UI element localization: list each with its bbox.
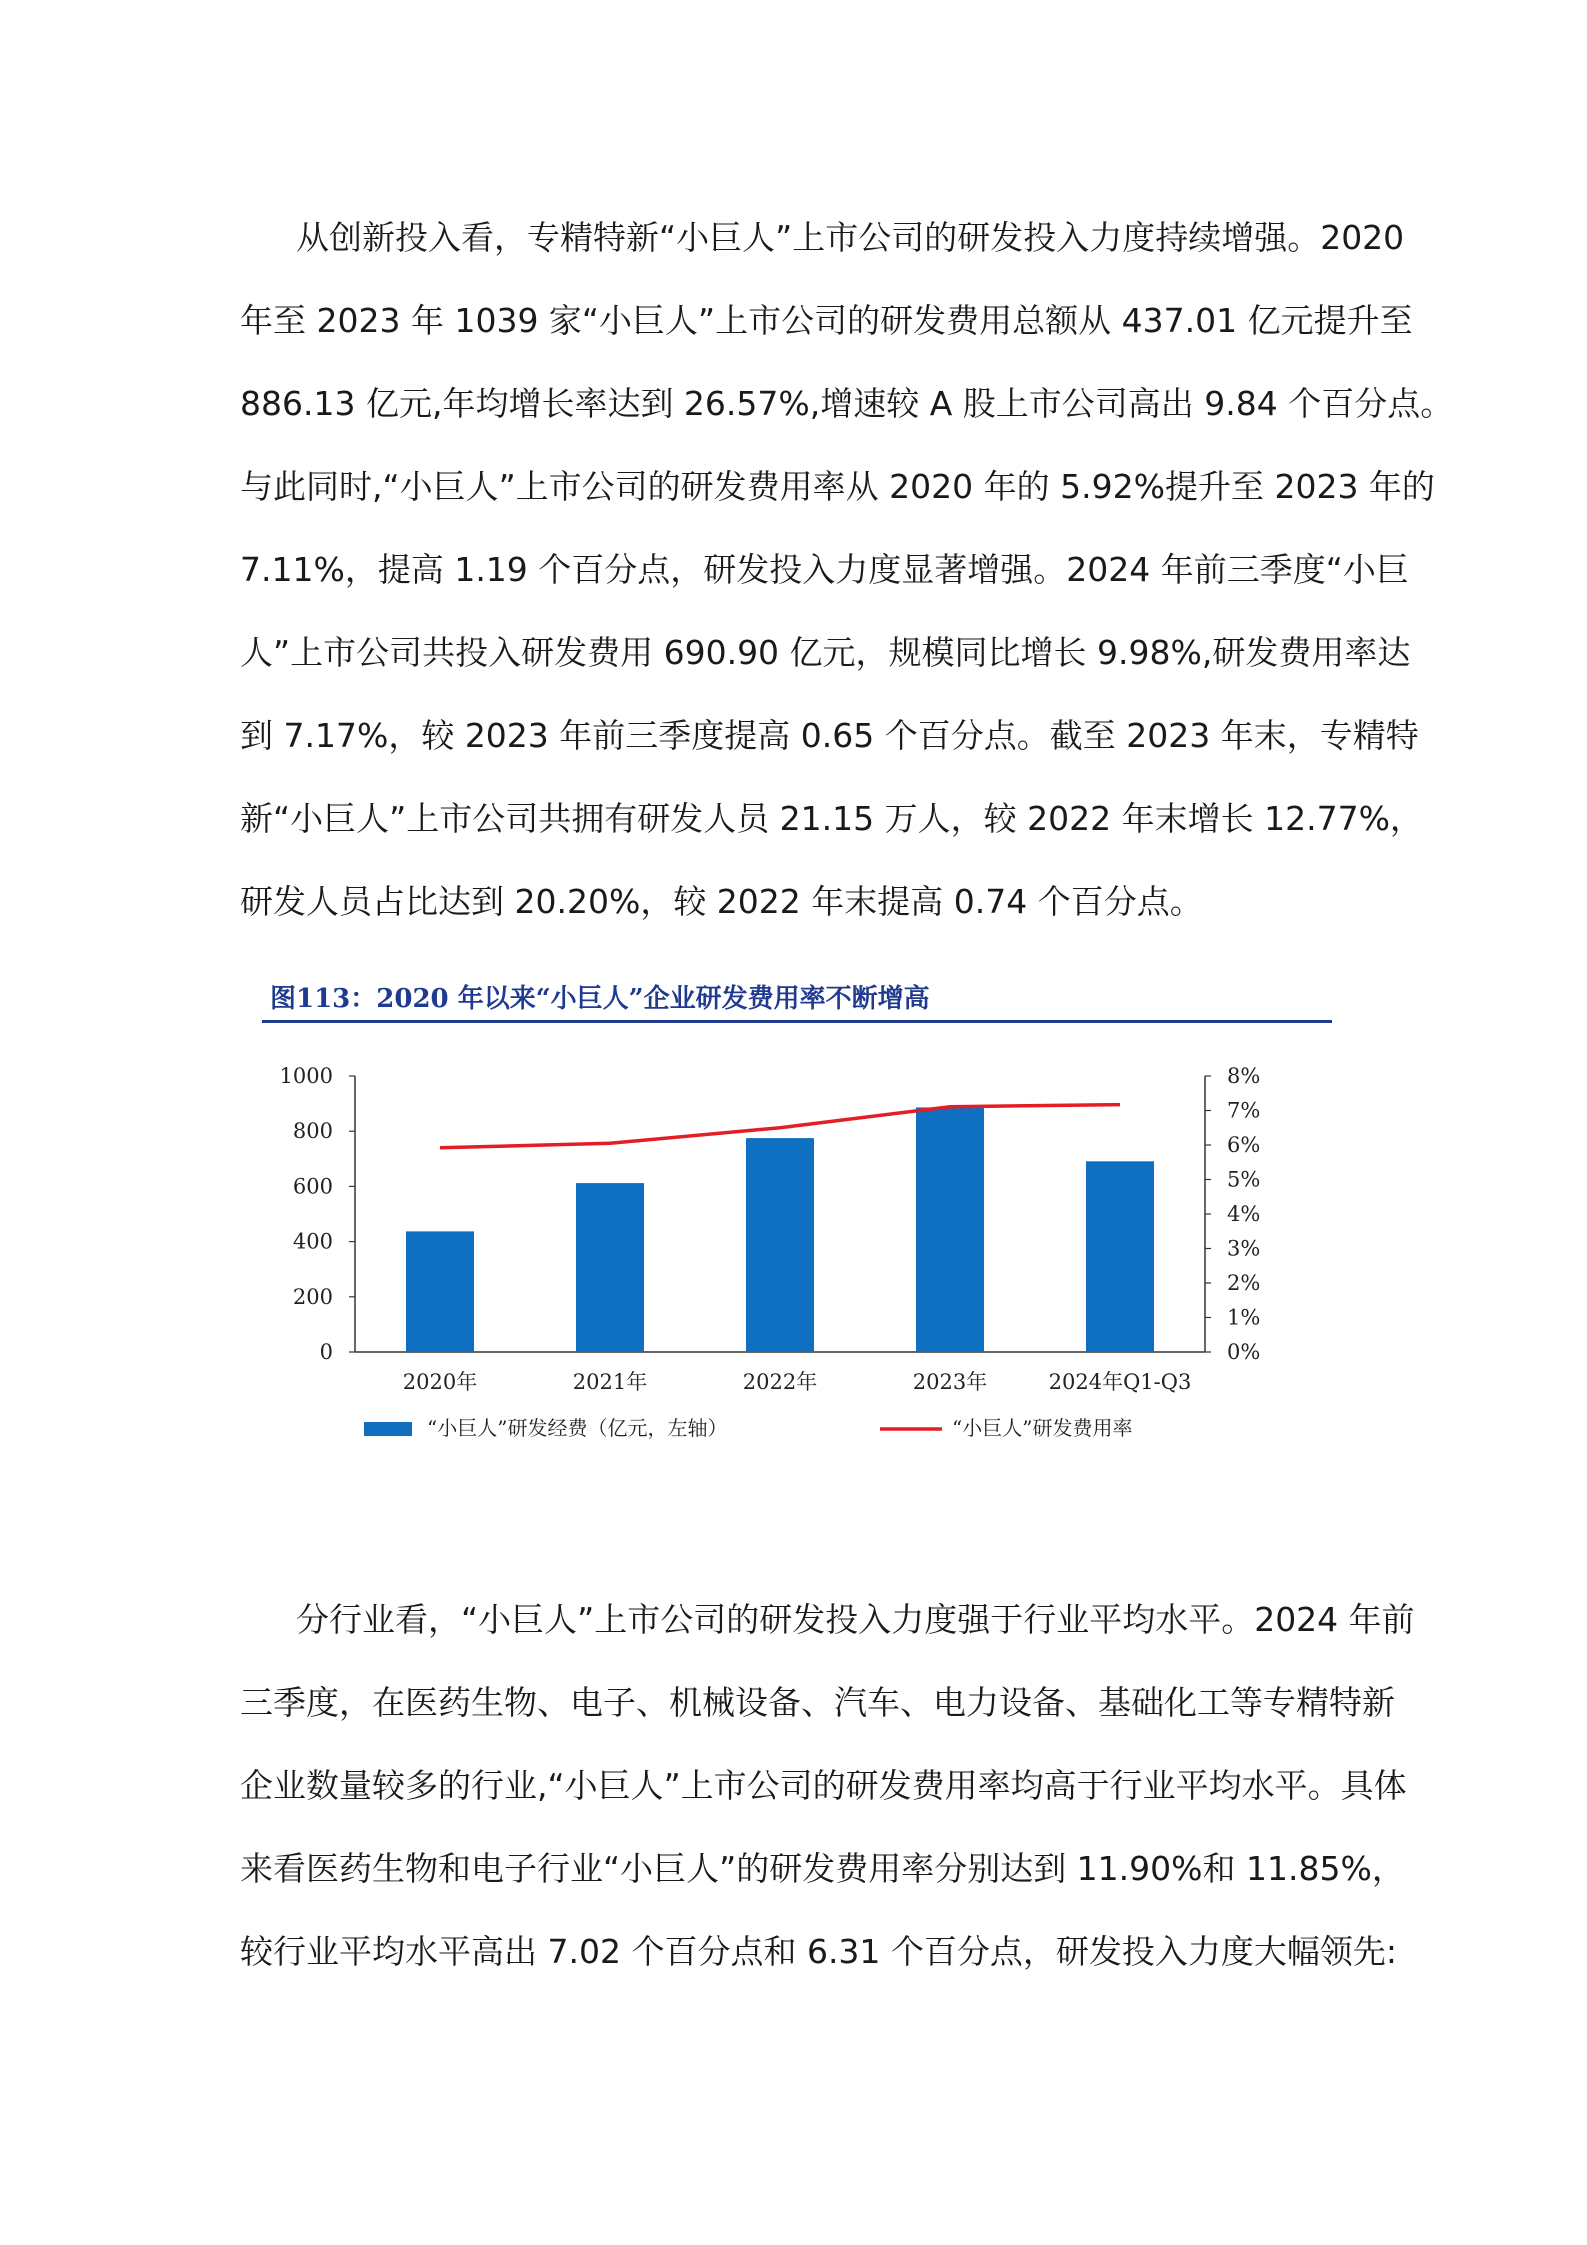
x-axis-category-label: 2024年Q1-Q3 (1048, 1370, 1192, 1394)
paragraph-line: 从创新投入看，专精特新“小巨人”上市公司的研发投入力度持续增强。2020 (296, 218, 1405, 257)
bar-rd-expense (1086, 1161, 1154, 1352)
right-axis-tick-label: 0% (1227, 1340, 1261, 1364)
bar-rd-expense (406, 1231, 474, 1352)
legend-label-bar: “小巨人”研发经费（亿元，左轴） (427, 1416, 728, 1440)
paragraph-line: 到 7.17%，较 2023 年前三季度提高 0.65 个百分点。截至 2023 年末，专精特 (240, 716, 1419, 755)
left-axis-tick-label: 800 (292, 1119, 333, 1144)
right-axis-tick-label: 8% (1227, 1064, 1261, 1088)
bar-rd-expense (916, 1107, 984, 1352)
left-axis-tick-label: 1000 (279, 1064, 333, 1088)
paragraph-line: 7.11%，提高 1.19 个百分点，研发投入力度显著增强。2024 年前三季度“小巨 (240, 550, 1409, 589)
right-axis-tick-label: 2% (1227, 1271, 1261, 1295)
left-axis-tick-label: 600 (292, 1174, 333, 1199)
figure-title: 图113：2020 年以来“小巨人”企业研发费用率不断增高 (270, 984, 930, 1014)
x-axis-category-label: 2022年 (742, 1370, 818, 1394)
paragraph-line: 分行业看，“小巨人”上市公司的研发投入力度强于行业平均水平。2024 年前 (296, 1600, 1415, 1639)
paragraph-line: 来看医药生物和电子行业“小巨人”的研发费用率分别达到 11.90%和 11.85%， (240, 1849, 1405, 1888)
bar-rd-expense (746, 1138, 814, 1352)
paragraph-rd-investment (240, 196, 1454, 943)
paragraph-line: 人”上市公司共投入研发费用 690.90 亿元，规模同比增长 9.98%,研发费用率达 (240, 633, 1411, 672)
paragraph-line: 研发人员占比达到 20.20%，较 2022 年末提高 0.74 个百分点。 (240, 882, 1203, 921)
paragraph-line: 年至 2023 年 1039 家“小巨人”上市公司的研发费用总额从 437.01 亿元提升至 (240, 301, 1413, 340)
right-axis-tick-label: 6% (1227, 1133, 1261, 1157)
right-axis-tick-label: 5% (1227, 1167, 1261, 1192)
right-axis-tick-label: 1% (1227, 1305, 1261, 1330)
right-axis-tick-label: 4% (1227, 1202, 1261, 1226)
bar-rd-expense (576, 1183, 644, 1352)
left-axis-tick-label: 0 (319, 1340, 333, 1364)
paragraph-line: 三季度，在医药生物、电子、机械设备、汽车、电力设备、基础化工等专精特新 (240, 1683, 1395, 1722)
left-axis-tick-label: 200 (292, 1284, 333, 1309)
x-axis-category-label: 2021年 (572, 1370, 648, 1394)
paragraph-line: 886.13 亿元,年均增长率达到 26.57%,增速较 A 股上市公司高出 9.84 个百分点。 (240, 384, 1454, 423)
left-axis-tick-label: 400 (292, 1229, 333, 1254)
paragraph-line: 新“小巨人”上市公司共拥有研发人员 21.15 万人，较 2022 年末增长 12.77%， (240, 799, 1423, 838)
paragraph-industry-comparison (240, 1578, 1415, 1993)
right-axis-tick-label: 3% (1227, 1236, 1261, 1261)
right-axis-tick-label: 7% (1227, 1098, 1261, 1123)
legend-label-line: “小巨人”研发费用率 (952, 1416, 1133, 1440)
figure-title-rule (262, 1020, 1332, 1023)
rd-expense-chart (262, 1030, 1332, 1470)
paragraph-line: 企业数量较多的行业,“小巨人”上市公司的研发费用率均高于行业平均水平。具体 (240, 1766, 1407, 1805)
paragraph-line: 较行业平均水平高出 7.02 个百分点和 6.31 个百分点，研发投入力度大幅领先: (240, 1932, 1398, 1971)
x-axis-category-label: 2020年 (402, 1370, 478, 1394)
legend-swatch-bar (364, 1422, 412, 1436)
paragraph-line: 与此同时,“小巨人”上市公司的研发费用率从 2020 年的 5.92%提升至 2023 年的 (240, 467, 1435, 506)
x-axis-category-label: 2023年 (912, 1370, 988, 1394)
